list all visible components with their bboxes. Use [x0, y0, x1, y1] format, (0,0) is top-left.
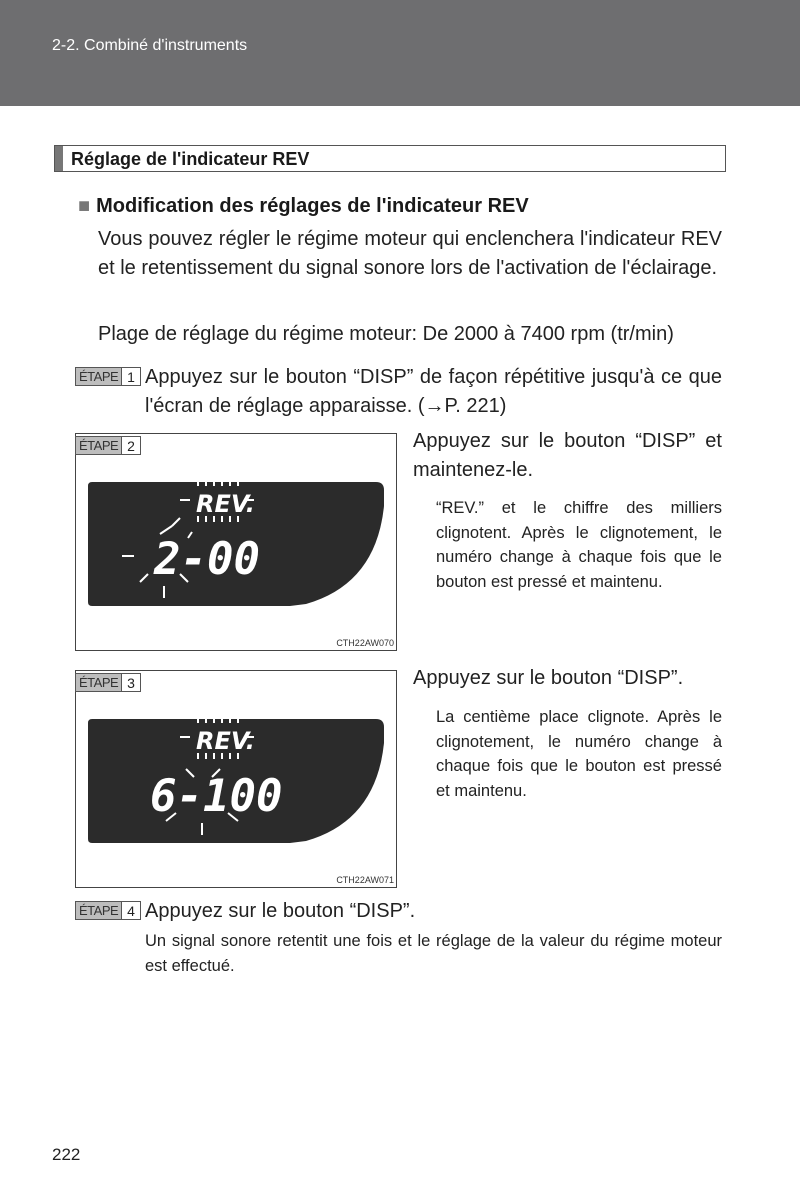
subsection-title: Modification des réglages de l'indicateur REV [96, 195, 529, 217]
step-3-badge [75, 673, 141, 692]
figure-id: CTH22AW071 [336, 875, 394, 885]
step-2-text: Appuyez sur le bouton “DISP” et maintenez-le. [413, 430, 722, 481]
subsection-heading [78, 195, 529, 218]
header-band [0, 0, 800, 106]
step-label: ÉTAPE [76, 674, 121, 691]
step-2-figure [75, 433, 397, 651]
intro-paragraph: Vous pouvez régler le régime moteur qui enclenchera l'indicateur REV et le retentissement du signal sonore lors de l'activation de l'éclairage. [98, 228, 722, 279]
step-4-note: Un signal sonore retentit une fois et le réglage de la valeur du régime moteur est effectué. [145, 932, 722, 975]
range-paragraph: Plage de réglage du régime moteur: De 2000 à 7400 rpm (tr/min) [98, 323, 674, 345]
step-label: ÉTAPE [76, 902, 121, 919]
step-3-figure [75, 670, 397, 888]
step-number: 1 [121, 368, 140, 385]
step-3-note: La centième place clignote. Après le clignotement, le numéro change à chaque fois que le bouton est pressé et maintenu. [436, 708, 722, 800]
rev-display-label: REV. [196, 490, 255, 518]
step-4-text: Appuyez sur le bouton “DISP”. [145, 900, 416, 922]
square-bullet-icon: ■ [78, 195, 91, 217]
rev-display-illustration [76, 671, 398, 889]
step-3-text: Appuyez sur le bouton “DISP”. [413, 667, 684, 689]
step-label: ÉTAPE [76, 437, 121, 454]
figure-id: CTH22AW070 [336, 638, 394, 648]
rev-display-label: REV. [196, 727, 255, 755]
step-4-badge [75, 901, 141, 920]
step-number: 2 [121, 437, 140, 454]
section-heading-bar [55, 146, 63, 171]
rev-display-value: 2-00 [154, 534, 260, 585]
step-number: 4 [121, 902, 140, 919]
section-title: Réglage de l'indicateur REV [71, 149, 310, 169]
rev-display-value: 6-100 [150, 771, 283, 822]
step-1-badge [75, 367, 141, 386]
step-number: 3 [121, 674, 140, 691]
step-label: ÉTAPE [76, 368, 121, 385]
rev-display-illustration [76, 434, 398, 652]
step-2-badge [75, 436, 141, 455]
page-number: 222 [52, 1145, 81, 1164]
breadcrumb: 2-2. Combiné d'instruments [52, 37, 248, 54]
section-heading-box [54, 145, 726, 172]
step-2-note: “REV.” et le chiffre des milliers clignotent. Après le clignotement, le numéro change à chaque fois que le bouton est pressé et maintenu. [436, 499, 722, 591]
step-1-text: Appuyez sur le bouton “DISP” de façon répétitive jusqu'à ce que l'écran de réglage apparaisse. (→P. 221) [145, 366, 722, 417]
